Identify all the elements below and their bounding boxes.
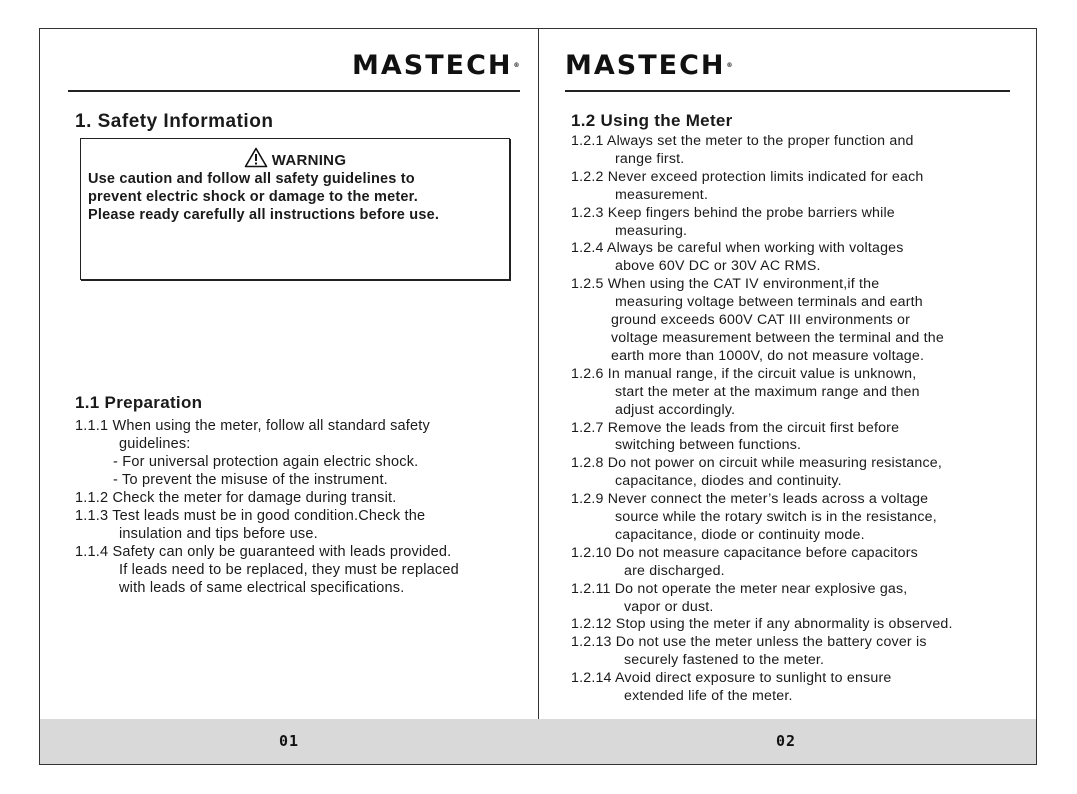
page-number-right: 02 <box>776 732 797 750</box>
text-line: 1.1.4 Safety can only be guaranteed with leads provided. <box>75 544 452 560</box>
text-line: measuring. <box>615 222 688 239</box>
brand-logo-left: MASTECH® <box>352 50 520 81</box>
page-number-left: 01 <box>279 732 300 750</box>
text-line: measuring voltage between terminals and earth <box>615 294 923 311</box>
text-line: 1.2.12 Stop using the meter if any abnormality is observed. <box>571 616 953 633</box>
text-line: 1.2.1 Always set the meter to the proper function and <box>571 133 914 149</box>
footer-band <box>40 719 1036 764</box>
text-line: capacitance, diode or continuity mode. <box>615 526 865 543</box>
text-line: extended life of the meter. <box>624 688 793 705</box>
warning-title: WARNING <box>271 152 347 169</box>
warning-line: Use caution and follow all safety guidelines to <box>88 171 415 187</box>
text-line: - For universal protection again electric shock. <box>113 454 419 470</box>
warning-line: prevent electric shock or damage to the meter. <box>88 189 418 205</box>
text-line: 1.1.1 When using the meter, follow all standard safety <box>75 418 430 434</box>
text-line: 1.1.2 Check the meter for damage during transit. <box>75 490 397 506</box>
brand-logo-right: MASTECH® <box>565 50 733 81</box>
text-line: voltage measurement between the terminal and the <box>611 329 944 346</box>
text-line: 1.2.5 When using the CAT IV environment,if the <box>571 276 880 293</box>
text-line: source while the rotary switch is in the resistance, <box>615 509 937 526</box>
text-line: with leads of same electrical specifications. <box>119 580 405 596</box>
text-line: If leads need to be replaced, they must be replaced <box>119 562 459 578</box>
warning-line: Please ready carefully all instructions before use. <box>88 207 440 223</box>
text-line: 1.2.14 Avoid direct exposure to sunlight to ensure <box>571 670 892 687</box>
warning-triangle-icon <box>244 147 268 168</box>
text-line: earth more than 1000V, do not measure voltage. <box>611 347 925 364</box>
text-line: securely fastened to the meter. <box>624 652 825 669</box>
text-line: 1.1.3 Test leads must be in good condition.Check the <box>75 508 426 524</box>
warning-text <box>88 170 505 224</box>
text-line: are discharged. <box>624 562 725 579</box>
text-line: 1.2.2 Never exceed protection limits indicated for each <box>571 168 924 185</box>
text-line: 1.2.6 In manual range, if the circuit value is unknown, <box>571 365 917 382</box>
text-line: 1.2.3 Keep fingers behind the probe barriers while <box>571 204 895 221</box>
text-line: 1.2.9 Never connect the meter’s leads across a voltage <box>571 491 929 508</box>
text-line: ground exceeds 600V CAT III environments or <box>611 312 911 329</box>
text-line: capacitance, diodes and continuity. <box>615 473 842 490</box>
text-line: range first. <box>615 150 685 167</box>
text-line: above 60V DC or 30V AC RMS. <box>615 258 821 275</box>
preparation-list <box>75 417 459 597</box>
subsection-title-using-meter: 1.2 Using the Meter <box>571 111 733 130</box>
using-meter-list <box>571 133 953 706</box>
text-line: 1.2.13 Do not use the meter unless the battery cover is <box>571 634 927 651</box>
section-title-safety: 1. Safety Information <box>75 111 274 132</box>
text-line: guidelines: <box>119 436 191 452</box>
warning-heading <box>81 147 509 169</box>
text-line: insulation and tips before use. <box>119 526 318 542</box>
text-line: vapor or dust. <box>624 598 714 615</box>
header-rule-left <box>68 90 520 92</box>
text-line: 1.2.4 Always be careful when working with voltages <box>571 240 904 257</box>
text-line: 1.2.11 Do not operate the meter near explosive gas, <box>571 580 908 597</box>
text-line: - To prevent the misuse of the instrument. <box>113 472 388 488</box>
text-line: switching between functions. <box>615 437 802 454</box>
header-rule-right <box>565 90 1010 92</box>
warning-box <box>80 138 510 280</box>
text-line: 1.2.8 Do not power on circuit while measuring resistance, <box>571 455 942 472</box>
subsection-title-preparation: 1.1 Preparation <box>75 393 203 412</box>
text-line: measurement. <box>615 186 709 203</box>
text-line: adjust accordingly. <box>615 401 736 418</box>
page-divider <box>538 28 539 765</box>
text-line: start the meter at the maximum range and then <box>615 383 920 400</box>
text-line: 1.2.10 Do not measure capacitance before capacitors <box>571 544 918 561</box>
text-line: 1.2.7 Remove the leads from the circuit first before <box>571 419 900 436</box>
